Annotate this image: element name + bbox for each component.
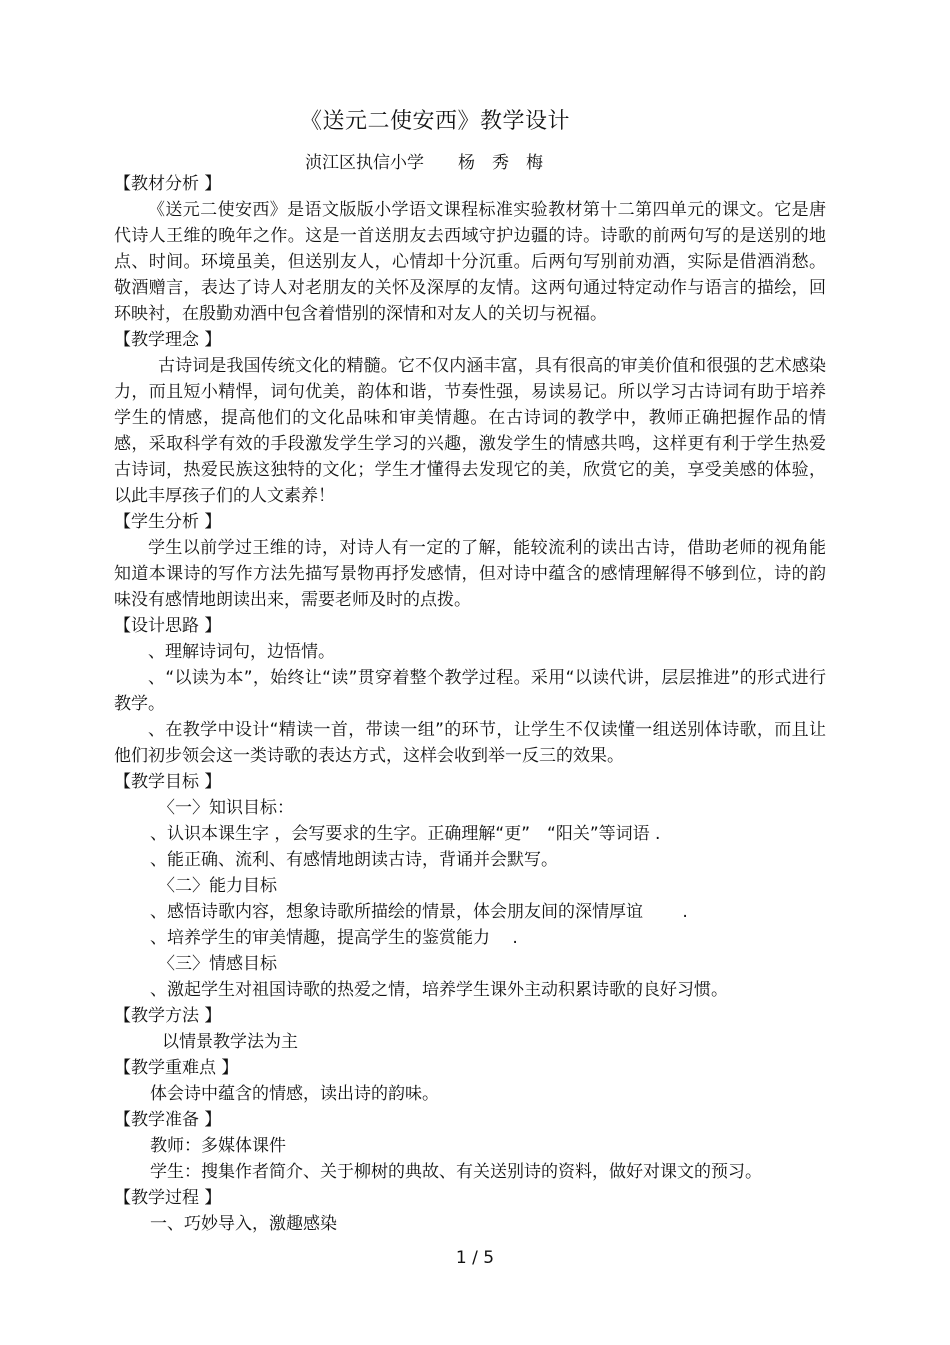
list-item: 、认识本课生字 ，会写要求的生字。正确理解“更” “阳关”等词语 . — [150, 824, 661, 844]
goal-group-title: 〈一〉知识目标： — [158, 798, 294, 818]
section-teaching-goals — [114, 769, 826, 1003]
page-number: 1 / 5 — [455, 1248, 495, 1268]
section-preparation — [114, 1107, 826, 1185]
section-teaching-process — [114, 1185, 826, 1237]
author-line: 浈江区执信小学 杨 秀 梅 — [305, 153, 543, 173]
goal-group-title: 〈三〉情感目标 — [158, 954, 277, 974]
section-heading: 【教材分析 】 — [114, 174, 222, 194]
section-heading: 【教学过程 】 — [114, 1188, 222, 1208]
section-text: 体会诗中蕴含的情感，读出诗的韵味。 — [150, 1084, 439, 1104]
section-key-difficulties — [114, 1055, 826, 1107]
section-teaching-method — [114, 1003, 826, 1055]
section-paragraph: 古诗词是我国传统文化的精髓。它不仅内涵丰富，具有很高的审美价值和很强的艺术感染力，而且短小精悍，词句优美，韵体和谐，节奏性强，易读易记。所以学习古诗词有助于培养学生的情感，提高他们的文化品味和审美情趣。在古诗词的教学中，教师正确把握作品的情感，采取科学有效的手段激发学生学习的兴趣，激发学生的情感共鸣，这样更有利于学生热爱古诗词，热爱民族这独特的文化；学生才懂得去发现它的美，欣赏它的美，享受美感的体验，以此丰厚孩子们的人文素养！ — [114, 356, 826, 506]
section-heading: 【教学准备 】 — [114, 1110, 222, 1130]
section-heading: 【教学重难点 】 — [114, 1058, 239, 1078]
list-item: 、激起学生对祖国诗歌的热爱之情，培养学生课外主动积累诗歌的良好习惯。 — [150, 980, 728, 1000]
goal-group-title: 〈二〉能力目标 — [158, 876, 277, 896]
list-item: 、在教学中设计“精读一首，带读一组”的环节，让学生不仅读懂一组送别体诗歌，而且让他们初步领会这一类诗歌的表达方式，这样会收到举一反三的效果。 — [114, 720, 826, 766]
section-paragraph: 《送元二使安西》是语文版版小学语文课程标准实验教材第十二第四单元的课文。它是唐代诗人王维的晚年之作。这是一首送朋友去西域守护边疆的诗。诗歌的前两句写的是送别的地点、时间。环境虽美，但送别友人，心情却十分沉重。后两句写别前劝酒，实际是借酒消愁。敬酒赠言，表达了诗人对老朋友的关怀及深厚的友情。这两句通过特定动作与语言的描绘，回环映衬，在殷勤劝酒中包含着惜别的深情和对友人的关切与祝福。 — [114, 200, 826, 324]
preparation-student: 学生：搜集作者简介、关于柳树的典故、有关送别诗的资料，做好对课文的预习。 — [150, 1162, 762, 1182]
section-heading: 【教学理念 】 — [114, 330, 222, 350]
section-teaching-philosophy — [114, 327, 826, 509]
section-heading: 【教学方法 】 — [114, 1006, 222, 1026]
document-title: 《送元二使安西》教学设计 — [299, 109, 570, 134]
section-student-analysis — [114, 509, 826, 613]
section-text: 以情景教学法为主 — [162, 1032, 298, 1052]
list-item: 、理解诗词句，边悟情。 — [148, 642, 335, 662]
list-item: 、感悟诗歌内容，想象诗歌所描绘的情景，体会朋友间的深情厚谊 . — [150, 902, 688, 922]
section-heading: 【教学目标 】 — [114, 772, 222, 792]
process-step: 一、巧妙导入，激趣感染 — [150, 1214, 337, 1234]
section-textbook-analysis — [114, 171, 826, 327]
preparation-teacher: 教师：多媒体课件 — [150, 1136, 286, 1156]
list-item: 、培养学生的审美情趣，提高学生的鉴赏能力 . — [150, 928, 518, 948]
section-heading: 【设计思路 】 — [114, 616, 222, 636]
section-design-ideas — [114, 613, 826, 769]
section-paragraph: 学生以前学过王维的诗，对诗人有一定的了解，能较流利的读出古诗，借助老师的视角能知道本课诗的写作方法先描写景物再抒发感情，但对诗中蕴含的感情理解得不够到位，诗的韵味没有感情地朗读出来，需要老师及时的点拨。 — [114, 538, 826, 610]
section-heading: 【学生分析 】 — [114, 512, 222, 532]
list-item: 、“以读为本”，始终让“读”贯穿着整个教学过程。采用“以读代讲，层层推进”的形式进行教学。 — [114, 668, 826, 714]
list-item: 、能正确、流利、有感情地朗读古诗，背诵并会默写。 — [150, 850, 558, 870]
